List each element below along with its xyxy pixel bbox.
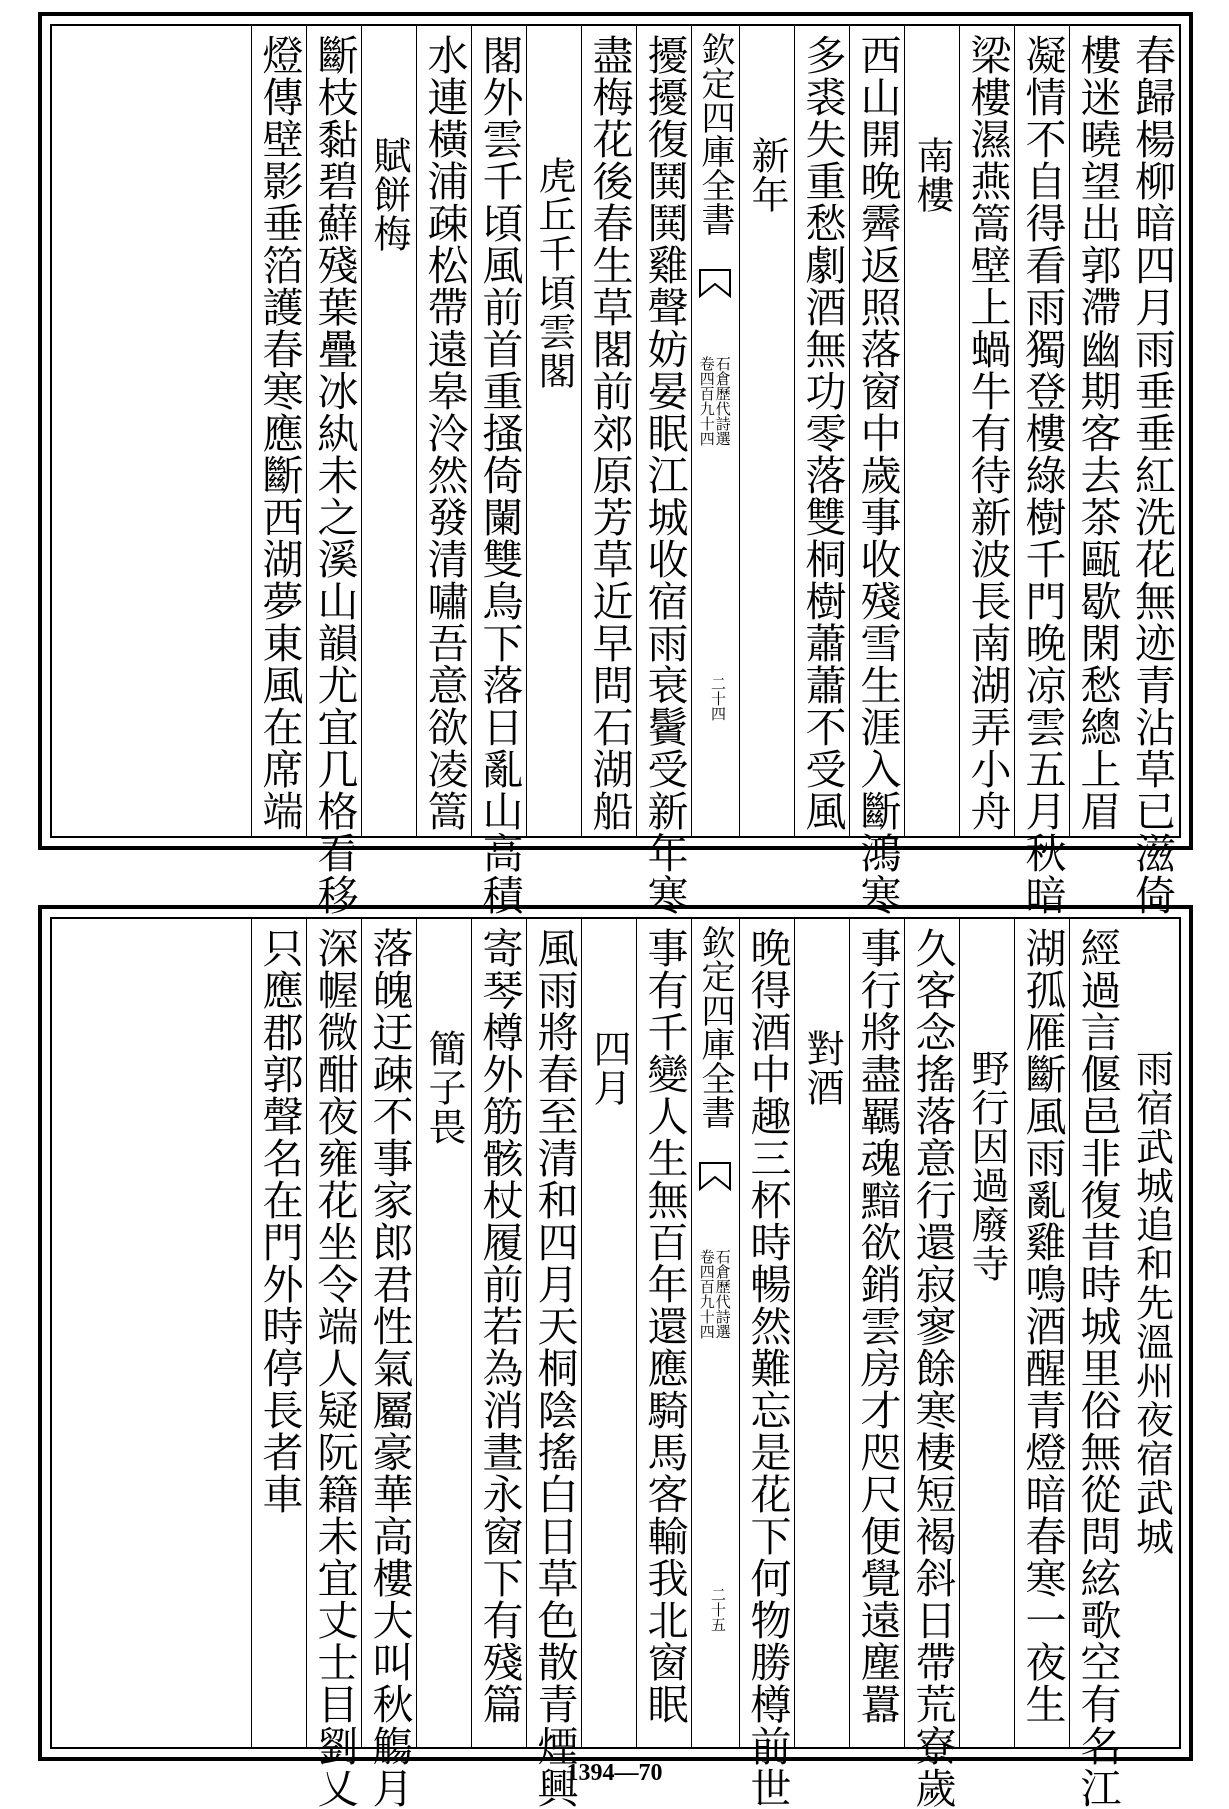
top-column <box>904 26 959 836</box>
top-column <box>739 26 794 836</box>
verse-line: 風雨將春至清和四月天桐陰搖白日草色散青煙興 <box>530 927 579 1809</box>
top-volume-number: 卷四百九十四 <box>697 356 716 446</box>
bottom-column <box>526 919 581 1809</box>
top-column <box>471 26 526 916</box>
bottom-column <box>1124 919 1179 1747</box>
top-column <box>636 26 691 916</box>
poem-title: 賦餅梅 <box>367 136 411 253</box>
poem-title: 簡子畏 <box>422 1029 466 1146</box>
top-book-title: 欽定四庫全書 <box>695 32 735 236</box>
verse-line: 久客念搖落意行還寂寥餘寒棲短褐斜日帶荒寮歲 <box>908 927 957 1809</box>
top-column <box>361 26 416 836</box>
verse-line: 燈傳壁影垂箔護春寒應斷西湖夢東風在席端 <box>255 34 304 832</box>
verse-line: 事行將盡羈魂黯欲銷雲房才咫尺便覺遠塵囂 <box>853 927 902 1725</box>
poem-title: 南樓 <box>910 136 954 214</box>
top-column <box>1014 26 1069 916</box>
verse-line: 晚得酒中趣三杯時暢然難忘是花下何物勝樽前世 <box>743 927 792 1809</box>
poem-title: 雨宿武城追和先溫州夜宿武城 <box>1129 1049 1174 1556</box>
top-center-margin <box>691 26 739 836</box>
top-column <box>306 26 361 916</box>
verse-line: 經過言偃邑非復昔時城里俗無從問絃歌空有名江 <box>1073 927 1122 1809</box>
top-folio-number: 二十四 <box>709 676 727 721</box>
bottom-column <box>959 919 1014 1747</box>
verse-line: 閣外雲千頃風前首重搔倚闌雙鳥下落日亂山高積 <box>475 34 524 916</box>
bottom-collection-title: 石倉歷代詩選 <box>713 1249 732 1339</box>
top-column <box>416 26 471 836</box>
bottom-volume-number: 卷四百九十四 <box>697 1249 716 1339</box>
top-page-block <box>38 12 1193 916</box>
top-column <box>849 26 904 916</box>
poem-title: 四月 <box>587 1029 631 1107</box>
poem-title: 虎丘千頃雲閣 <box>532 156 576 390</box>
verse-line: 春歸楊柳暗四月雨垂垂紅洗花無迹青沾草已滋倚 <box>1128 34 1176 916</box>
top-collection-title: 石倉歷代詩選 <box>713 356 732 446</box>
verse-line: 樓迷曉望出郭滯幽期客去茶甌歇閑愁總上眉 <box>1073 34 1122 832</box>
top-column <box>794 26 849 836</box>
top-fish-tail-ornament <box>698 266 732 300</box>
bottom-column <box>251 919 306 1747</box>
verse-line: 深幄微酣夜雍花坐令端人疑阮籍未宜丈士目劉乂 <box>310 927 359 1809</box>
top-column <box>581 26 636 836</box>
bottom-fish-tail-ornament <box>698 1159 732 1193</box>
top-column <box>1069 26 1124 836</box>
top-column <box>251 26 306 836</box>
bottom-column <box>1014 919 1069 1747</box>
bottom-center-margin <box>691 919 739 1747</box>
bottom-column <box>361 919 416 1809</box>
poem-title: 野行因過廢寺 <box>965 1049 1009 1283</box>
bottom-column <box>471 919 526 1747</box>
top-column <box>959 26 1014 836</box>
bottom-column <box>416 919 471 1747</box>
verse-line: 西山開晚霽返照落窗中歲事收殘雪生涯入斷鴻寒 <box>853 34 902 916</box>
bottom-column <box>1069 919 1124 1809</box>
verse-line: 事有千變人生無百年還應騎馬客輸我北窗眠 <box>640 927 689 1725</box>
verse-line: 斷枝黏碧蘚殘葉疊冰紈未之溪山韻尤宜几格看移 <box>310 34 359 916</box>
poem-title: 對酒 <box>800 1029 844 1107</box>
verse-line: 凝情不自得看雨獨登樓綠樹千門晚凉雲五月秋暗 <box>1018 34 1067 916</box>
bottom-column <box>739 919 794 1809</box>
poem-title: 新年 <box>745 136 789 214</box>
top-column <box>1124 26 1179 916</box>
top-column <box>526 26 581 836</box>
verse-line: 擾擾復鬨鬨雞聲妨晏眠江城收宿雨衰鬢受新年寒 <box>640 34 689 916</box>
top-page-frame <box>50 24 1181 916</box>
bottom-column <box>794 919 849 1747</box>
bottom-column <box>306 919 361 1809</box>
verse-line: 寄琴樽外筋骸杖履前若為消晝永窗下有殘篇 <box>475 927 524 1725</box>
bottom-column <box>849 919 904 1747</box>
bottom-folio-number: 二十五 <box>709 1587 727 1632</box>
verse-line: 只應郡郭聲名在門外時停長者車 <box>255 927 304 1515</box>
verse-line: 水連橫浦疎松帶遠皋泠然發清嘯吾意欲凌篙 <box>420 34 469 832</box>
verse-line: 盡梅花後春生草閣前郊原芳草近早問石湖船 <box>585 34 634 832</box>
bottom-column <box>636 919 691 1747</box>
bottom-column <box>581 919 636 1747</box>
bottom-book-title: 欽定四庫全書 <box>695 925 735 1129</box>
bottom-column <box>904 919 959 1809</box>
verse-line: 落魄迂疎不事家郎君性氣屬豪華高樓大叫秋觴月 <box>365 927 414 1809</box>
verse-line: 梁樓濕燕篙壁上蝸牛有待新波長南湖弄小舟 <box>963 34 1012 832</box>
verse-line: 多裘失重愁劇酒無功零落雙桐樹蕭蕭不受風 <box>798 34 847 832</box>
page-reference: 1394—70 <box>566 1760 663 1786</box>
verse-line: 湖孤雁斷風雨亂雞鳴酒醒青燈暗春寒一夜生 <box>1018 927 1067 1725</box>
